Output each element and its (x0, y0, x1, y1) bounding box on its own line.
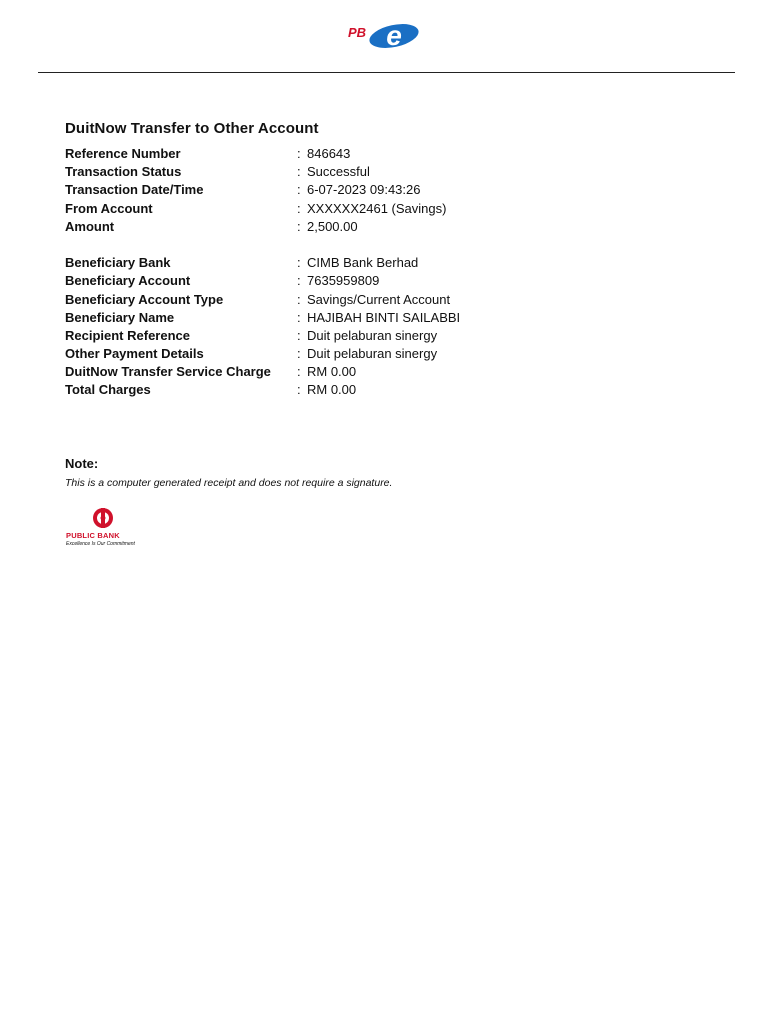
detail-separator: : (297, 346, 301, 362)
detail-label: Transaction Date/Time (65, 182, 204, 198)
detail-value: Savings/Current Account (307, 291, 451, 307)
page-title: DuitNow Transfer to Other Account (65, 120, 319, 137)
detail-label: Other Payment Details (65, 346, 204, 362)
detail-value: 7635959809 (307, 273, 380, 289)
detail-label: Beneficiary Bank (65, 255, 171, 271)
detail-separator: : (297, 182, 301, 198)
detail-label: Beneficiary Account Type (65, 291, 224, 307)
detail-label: Total Charges (65, 382, 151, 398)
detail-label: Beneficiary Account (65, 273, 191, 289)
detail-row (65, 291, 665, 309)
detail-value: CIMB Bank Berhad (307, 255, 419, 271)
detail-label: DuitNow Transfer Service Charge (65, 364, 271, 380)
detail-row (65, 309, 665, 327)
public-bank-logo (64, 506, 146, 550)
detail-separator: : (297, 364, 301, 380)
detail-label: Amount (65, 218, 115, 234)
public-bank-emblem-icon (64, 506, 146, 532)
detail-value: Successful (307, 164, 370, 180)
detail-label: Beneficiary Name (65, 309, 175, 325)
detail-separator: : (297, 291, 301, 307)
note-text: This is a computer generated receipt and does not require a signature. (65, 477, 393, 489)
public-bank-tagline: Excellence Is Our Commitment (66, 541, 135, 547)
transaction-details (65, 145, 665, 400)
header-divider (38, 72, 735, 73)
detail-value: Duit pelaburan sinergy (307, 327, 438, 343)
section-spacer (65, 236, 665, 254)
note-title: Note: (65, 456, 99, 471)
detail-row (65, 145, 665, 163)
detail-separator: : (297, 255, 301, 271)
detail-value: Duit pelaburan sinergy (307, 346, 438, 362)
detail-value: XXXXXX2461 (Savings) (307, 200, 447, 216)
detail-value: 846643 (307, 146, 351, 161)
detail-value: 2,500.00 (307, 218, 358, 234)
detail-row (65, 381, 665, 399)
detail-label: From Account (65, 200, 153, 216)
detail-row (65, 200, 665, 218)
detail-separator: : (297, 327, 301, 343)
public-bank-name: PUBLIC BANK (66, 531, 120, 540)
detail-value: 6-07-2023 09:43:26 (307, 182, 421, 198)
detail-separator: : (297, 309, 301, 325)
detail-label: Recipient Reference (65, 327, 190, 343)
detail-separator: : (297, 382, 301, 398)
pbe-logo (346, 18, 422, 54)
detail-separator: : (297, 218, 301, 234)
pbe-logo-pb: PB (348, 25, 367, 40)
detail-row (65, 181, 665, 199)
detail-row (65, 163, 665, 181)
detail-separator: : (297, 146, 301, 161)
detail-row (65, 254, 665, 272)
detail-value: HAJIBAH BINTI SAILABBI (307, 309, 461, 325)
detail-value: RM 0.00 (307, 364, 357, 380)
detail-row (65, 272, 665, 290)
detail-row (65, 363, 665, 381)
detail-separator: : (297, 273, 301, 289)
detail-label: Reference Number (65, 146, 181, 161)
pbe-logo-e: e (386, 20, 402, 51)
detail-label: Transaction Status (65, 164, 182, 180)
detail-row (65, 345, 665, 363)
detail-separator: : (297, 200, 301, 216)
detail-separator: : (297, 164, 301, 180)
detail-row (65, 327, 665, 345)
detail-row (65, 218, 665, 236)
detail-value: RM 0.00 (307, 382, 357, 398)
